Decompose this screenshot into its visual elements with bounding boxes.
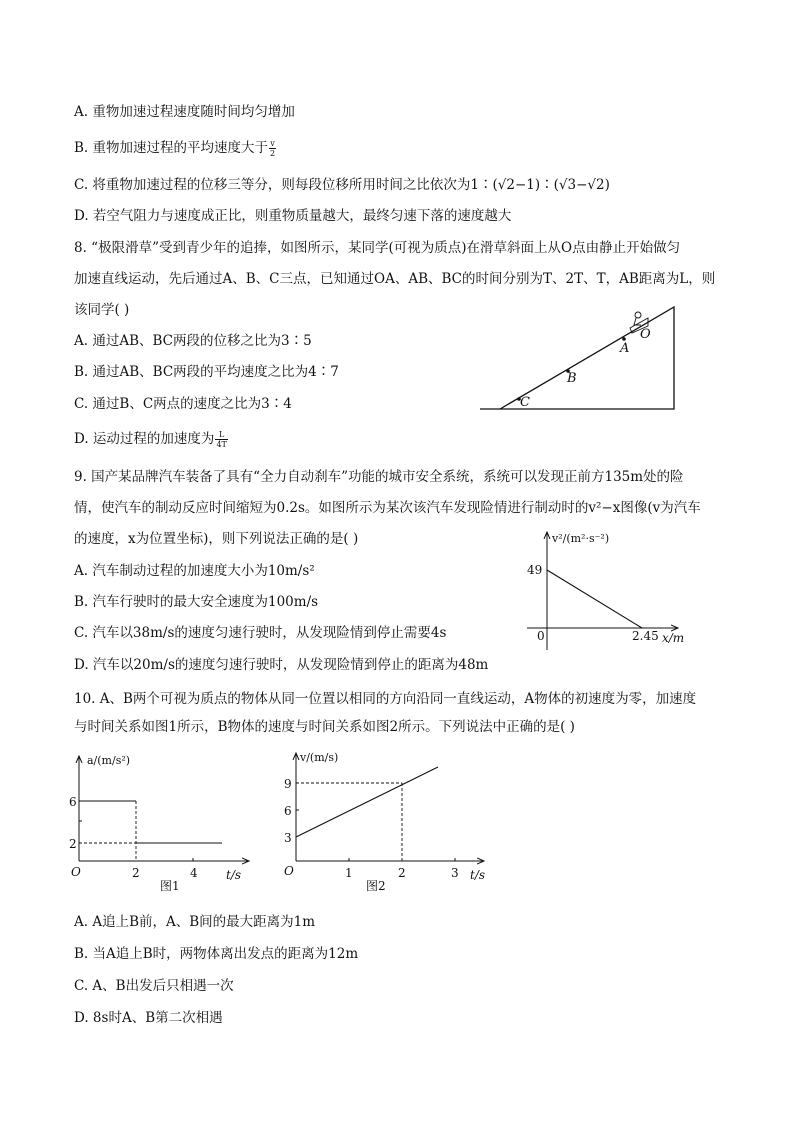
q8-stem-line3: 该同学( ) [74,302,130,318]
fraction-denominator: 4T [216,440,227,449]
fig1-origin: O [71,865,81,879]
fig2-y-label: v/(m/s) [300,751,339,764]
q9-stem-line3: 的速度，x为位置坐标)，则下列说法正确的是( ) [74,531,359,547]
fig2-v-t-graph [280,745,500,893]
q9-option-a: A. 汽车制动过程的加速度大小为10m/s² [74,563,315,579]
fraction-denominator: 2 [270,149,276,158]
fraction-numerator: L [215,430,227,440]
fig2-x-tick-2: 2 [398,866,406,880]
q9-stem-line1: 9. 国产某品牌汽车装备了具有“全力自动刹车”功能的城市安全系统，系统可以发现正前方135m处的险 [74,469,684,485]
q10-option-c: C. A、B出发后只相遇一次 [74,978,234,994]
q9-option-b: B. 汽车行驶时的最大安全速度为100m/s [74,594,319,610]
q10-option-a: A. A追上B前，A、B间的最大距离为1m [74,914,316,930]
q10-option-d: D. 8s时A、B第二次相遇 [74,1010,223,1026]
origin-label: 0 [537,629,545,643]
q9-option-d: D. 汽车以20m/s的速度匀速行驶时，从发现险情到停止的距离为48m [74,657,489,673]
fig2-x-tick-3: 3 [451,866,459,880]
fig1-x-tick-2: 2 [132,866,140,880]
fig1-x-label: t/s [226,868,242,882]
q9-option-c: C. 汽车以38m/s的速度匀速行驶时，从发现险情到停止需要4s [74,625,447,641]
fig1-y-tick-6: 6 [69,795,77,809]
q7-option-b-text: B. 重物加速过程的平均速度大于 [74,140,269,156]
q10-stem-line1: 10. A、B两个可视为质点的物体从同一位置以相同的方向沿同一直线运动，A物体的初速度为零，加速度 [74,691,697,707]
l-over-4t-fraction [215,430,227,449]
label-b: B [567,371,577,386]
x-axis-label: x/m [662,631,685,645]
q7-option-c: C. 将重物加速过程的位移三等分，则每段位移所用时间之比依次为1∶(√2−1)∶(√3−√2) [74,177,610,193]
q7-option-b [74,139,276,158]
q10-option-b: B. 当A追上B时，两物体离出发点的距离为12m [74,946,359,962]
q8-option-a: A. 通过AB、BC两段的位移之比为3∶5 [74,333,312,349]
q8-option-b: B. 通过AB、BC两段的平均速度之比为4∶7 [74,364,339,380]
slope-triangle [480,307,674,409]
graph-line [547,570,642,628]
v2-x-graph [522,524,722,654]
label-o: O [640,327,651,342]
label-a: A [620,341,630,356]
label-c: C [520,395,530,410]
q8-stem-line2: 加速直线运动，先后通过A、B、C三点，已知通过OA、AB、BC的时间分别为T、2T、T，AB距离为L，则 [74,271,716,287]
q10-stem-line2: 与时间关系如图1所示，B物体的速度与时间关系如图2所示。下列说法中正确的是( ) [74,719,575,735]
x-tick-2-45: 2.45 [632,629,659,643]
q8-stem-line1: 8. “极限滑草”受到青少年的追捧，如图所示，某同学(可视为质点)在滑草斜面上从O点由静止开始做匀 [74,240,681,256]
fig1-x-tick-4: 4 [190,866,198,880]
fig1-y-label: a/(m/s²) [87,754,131,767]
fig2-velocity-line [296,767,438,837]
fig1-y-tick-2: 2 [69,837,77,851]
q7-option-d: D. 若空气阻力与速度成正比，则重物质量越大，最终匀速下落的速度越大 [74,208,512,224]
slope-figure [478,300,698,420]
v-over-2-fraction [269,139,276,158]
fig2-x-label: t/s [470,868,486,882]
y-tick-49: 49 [527,563,543,577]
fig2-y-tick-6: 6 [284,804,292,818]
q9-stem-line2: 情，使汽车的制动反应时间缩短为0.2s。如图所示为某次该汽车发现险情进行制动时的v²−x图像(v为汽车 [74,500,701,516]
q7-option-a: A. 重物加速过程速度随时间均匀增加 [74,104,295,120]
q8-option-d [74,430,228,449]
fraction-numerator: v [270,139,275,148]
fig2-y-tick-3: 3 [284,831,292,845]
q8-option-d-text: D. 运动过程的加速度为 [74,431,215,447]
q8-option-c: C. 通过B、C两点的速度之比为3∶4 [74,396,292,412]
fig1-caption: 图1 [160,879,180,893]
y-axis-label: v²/(m²·s⁻²) [552,532,610,545]
fig2-x-tick-1: 1 [345,866,353,880]
fig2-origin: O [284,864,294,878]
fig1-a-t-graph [66,750,256,895]
fig2-caption: 图2 [366,879,386,893]
fig2-y-tick-9: 9 [284,777,292,791]
